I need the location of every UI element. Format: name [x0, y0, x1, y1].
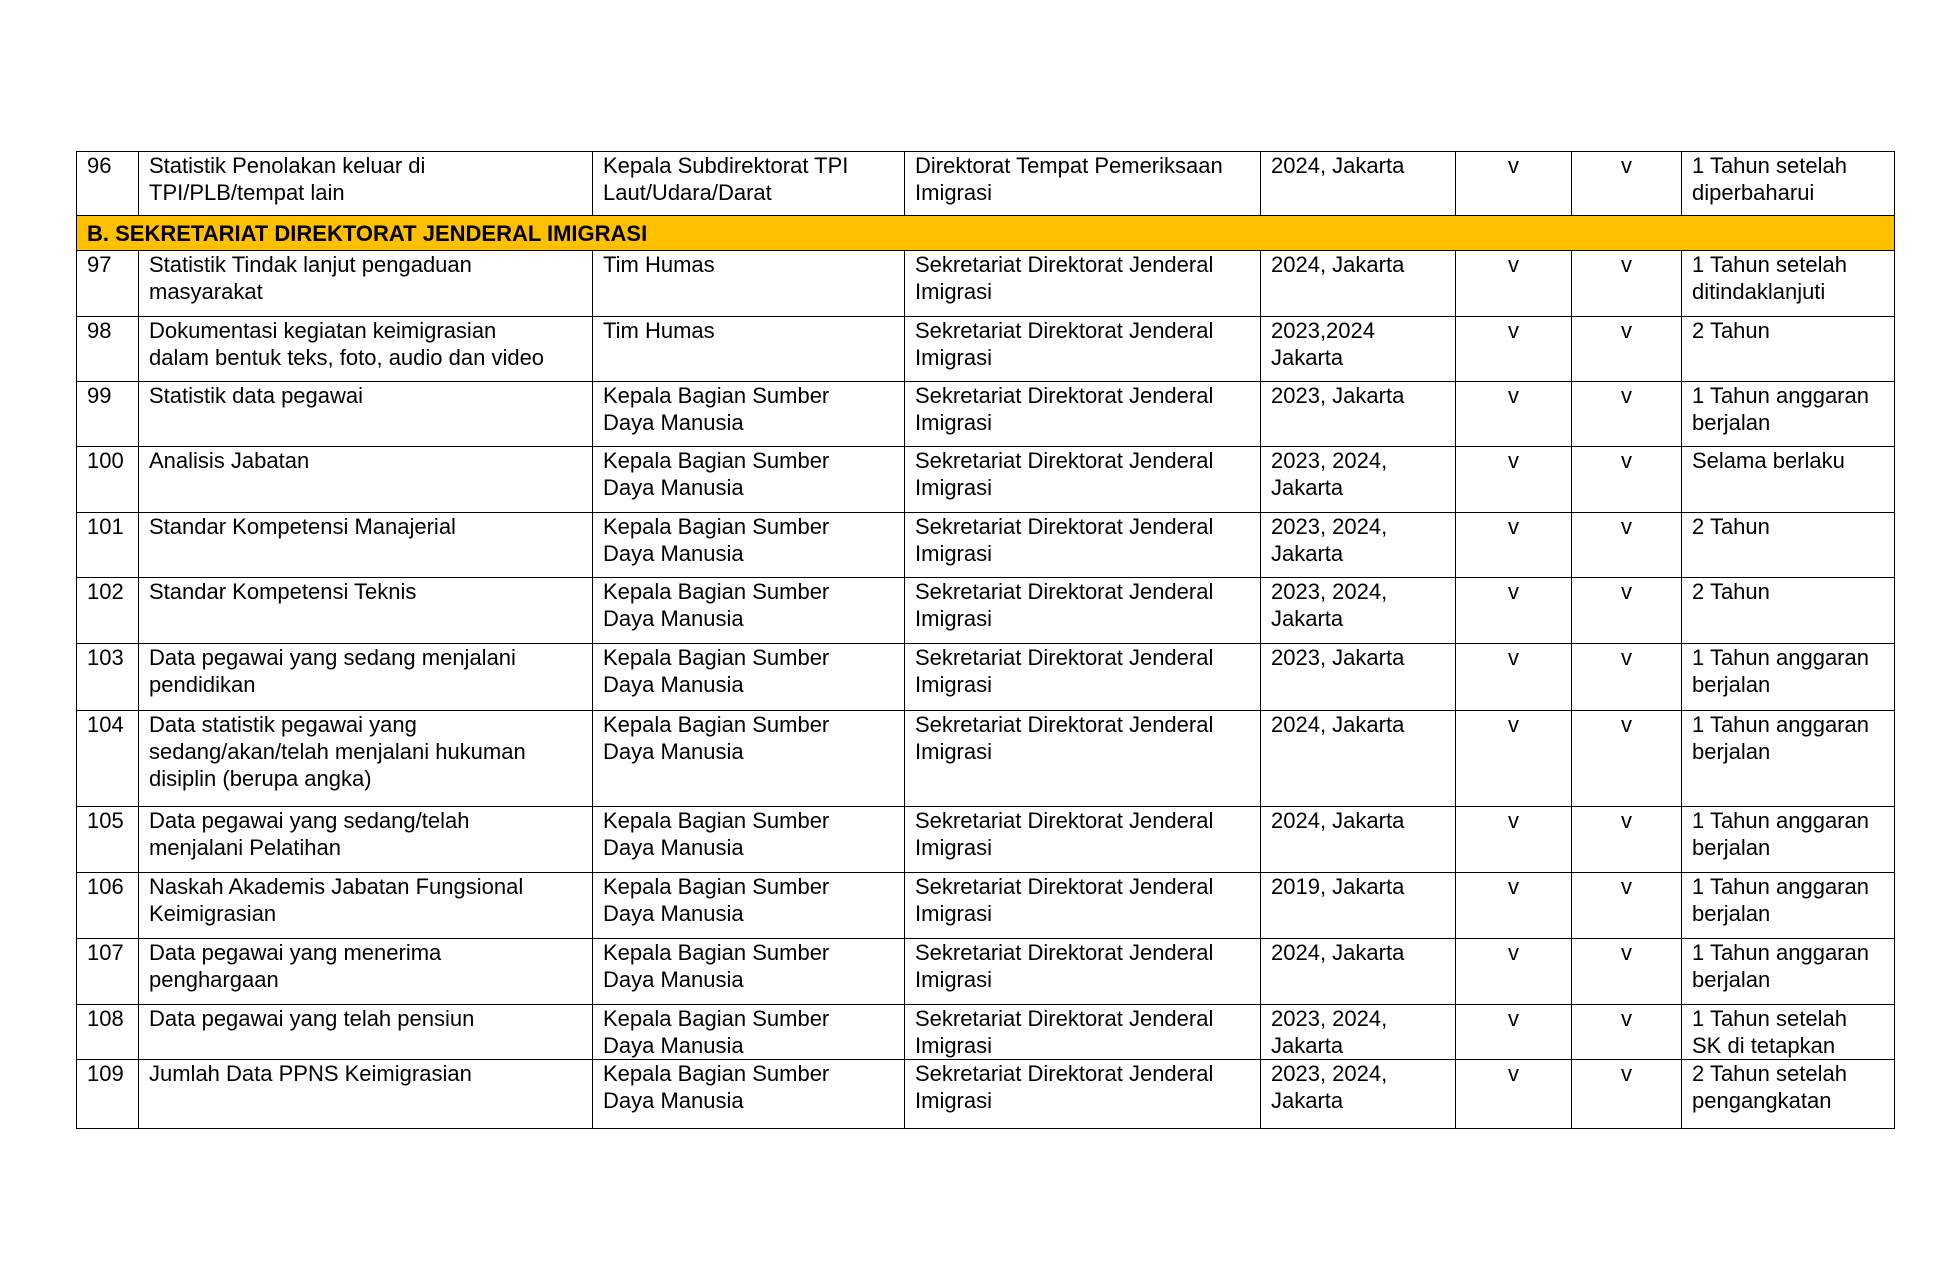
- table-row: [77, 382, 1895, 447]
- cell-retention-line: berjalan: [1692, 410, 1771, 435]
- cell-number: 96: [77, 152, 139, 216]
- cell-retention: [1682, 873, 1895, 939]
- cell-responsible: [593, 1005, 905, 1060]
- cell-unit-line: Imigrasi: [915, 345, 993, 370]
- cell-format-soft: v: [1456, 644, 1572, 711]
- cell-format-hard: v: [1572, 513, 1682, 578]
- cell-year-place-line: 2024, Jakarta: [1271, 712, 1405, 737]
- cell-information-line: Jumlah Data PPNS Keimigrasian: [149, 1061, 472, 1086]
- cell-retention-line: 1 Tahun setelah: [1692, 1006, 1847, 1031]
- cell-information: [139, 513, 593, 578]
- cell-unit-line: Imigrasi: [915, 410, 993, 435]
- cell-information-line: pendidikan: [149, 672, 256, 697]
- cell-format-hard: v: [1572, 644, 1682, 711]
- cell-responsible-line: Tim Humas: [603, 252, 715, 277]
- cell-year-place: [1261, 447, 1456, 513]
- cell-unit-line: Sekretariat Direktorat Jenderal: [915, 252, 1214, 277]
- cell-year-place-line: 2023,2024: [1271, 318, 1375, 343]
- cell-responsible: [593, 513, 905, 578]
- cell-number: 97: [77, 251, 139, 317]
- cell-unit: [905, 382, 1261, 447]
- cell-retention-line: 1 Tahun anggaran: [1692, 874, 1869, 899]
- cell-number: 106: [77, 873, 139, 939]
- cell-information-line: sedang/akan/telah menjalani hukuman: [149, 739, 526, 764]
- cell-retention-line: 1 Tahun setelah: [1692, 252, 1847, 277]
- cell-year-place: [1261, 711, 1456, 807]
- cell-year-place: [1261, 152, 1456, 216]
- cell-format-soft: v: [1456, 382, 1572, 447]
- cell-retention-line: SK di tetapkan: [1692, 1033, 1836, 1058]
- cell-responsible: [593, 873, 905, 939]
- table-row: [77, 939, 1895, 1005]
- cell-year-place: [1261, 578, 1456, 644]
- cell-responsible-line: Daya Manusia: [603, 967, 744, 992]
- cell-information-line: masyarakat: [149, 279, 263, 304]
- table-row: [77, 1060, 1895, 1129]
- cell-unit: [905, 644, 1261, 711]
- cell-year-place-line: 2024, Jakarta: [1271, 153, 1405, 178]
- cell-unit: [905, 317, 1261, 382]
- cell-responsible-line: Kepala Bagian Sumber: [603, 579, 830, 604]
- cell-number: 109: [77, 1060, 139, 1129]
- cell-information-line: Data pegawai yang telah pensiun: [149, 1006, 475, 1031]
- cell-retention-line: 2 Tahun: [1692, 318, 1770, 343]
- cell-retention: [1682, 939, 1895, 1005]
- cell-information-line: Dokumentasi kegiatan keimigrasian: [149, 318, 497, 343]
- cell-unit: [905, 578, 1261, 644]
- cell-retention: [1682, 807, 1895, 873]
- cell-responsible-line: Kepala Bagian Sumber: [603, 1061, 830, 1086]
- cell-responsible-line: Kepala Bagian Sumber: [603, 874, 830, 899]
- cell-responsible-line: Daya Manusia: [603, 901, 744, 926]
- cell-responsible-line: Daya Manusia: [603, 541, 744, 566]
- cell-format-soft: v: [1456, 1060, 1572, 1129]
- cell-format-hard: v: [1572, 1005, 1682, 1060]
- cell-unit-line: Sekretariat Direktorat Jenderal: [915, 579, 1214, 604]
- cell-retention-line: 2 Tahun: [1692, 514, 1770, 539]
- cell-responsible-line: Kepala Bagian Sumber: [603, 712, 830, 737]
- cell-unit: [905, 1005, 1261, 1060]
- cell-year-place-line: Jakarta: [1271, 1033, 1344, 1058]
- cell-format-hard: v: [1572, 447, 1682, 513]
- cell-format-hard: v: [1572, 152, 1682, 216]
- cell-unit-line: Sekretariat Direktorat Jenderal: [915, 1006, 1214, 1031]
- cell-unit-line: Imigrasi: [915, 739, 993, 764]
- cell-year-place-line: 2023, 2024,: [1271, 1061, 1388, 1086]
- cell-year-place: [1261, 251, 1456, 317]
- cell-year-place-line: Jakarta: [1271, 475, 1344, 500]
- cell-information-line: Data pegawai yang sedang/telah: [149, 808, 470, 833]
- cell-information-line: Data statistik pegawai yang: [149, 712, 417, 737]
- table-row: [77, 578, 1895, 644]
- table-row: [77, 807, 1895, 873]
- cell-year-place: [1261, 644, 1456, 711]
- cell-number: 101: [77, 513, 139, 578]
- cell-responsible: [593, 317, 905, 382]
- cell-year-place-line: 2023, Jakarta: [1271, 383, 1405, 408]
- information-list-table: [76, 151, 1895, 1129]
- cell-unit-line: Sekretariat Direktorat Jenderal: [915, 645, 1214, 670]
- cell-information-line: Statistik data pegawai: [149, 383, 364, 408]
- cell-year-place-line: 2019, Jakarta: [1271, 874, 1405, 899]
- cell-responsible: [593, 447, 905, 513]
- cell-information-line: Naskah Akademis Jabatan Fungsional: [149, 874, 524, 899]
- cell-format-hard: v: [1572, 251, 1682, 317]
- cell-information-line: menjalani Pelatihan: [149, 835, 342, 860]
- cell-format-soft: v: [1456, 578, 1572, 644]
- cell-retention-line: 1 Tahun anggaran: [1692, 808, 1869, 833]
- cell-year-place-line: 2023, 2024,: [1271, 448, 1388, 473]
- cell-responsible: [593, 1060, 905, 1129]
- cell-unit-line: Sekretariat Direktorat Jenderal: [915, 383, 1214, 408]
- cell-retention: [1682, 152, 1895, 216]
- cell-year-place: [1261, 382, 1456, 447]
- table-row: [77, 873, 1895, 939]
- cell-unit-line: Imigrasi: [915, 672, 993, 697]
- cell-year-place: [1261, 873, 1456, 939]
- cell-information: [139, 578, 593, 644]
- cell-number: 98: [77, 317, 139, 382]
- cell-unit-line: Imigrasi: [915, 1088, 993, 1113]
- cell-format-soft: v: [1456, 939, 1572, 1005]
- cell-responsible: [593, 382, 905, 447]
- section-header-row: [77, 216, 1895, 251]
- cell-format-hard: v: [1572, 578, 1682, 644]
- cell-responsible-line: Daya Manusia: [603, 1088, 744, 1113]
- cell-year-place-line: 2023, 2024,: [1271, 579, 1388, 604]
- cell-format-hard: v: [1572, 1060, 1682, 1129]
- cell-information-line: Analisis Jabatan: [149, 448, 310, 473]
- cell-year-place-line: Jakarta: [1271, 606, 1344, 631]
- cell-unit-line: Sekretariat Direktorat Jenderal: [915, 940, 1214, 965]
- cell-retention-line: 2 Tahun setelah: [1692, 1061, 1847, 1086]
- cell-retention-line: berjalan: [1692, 672, 1771, 697]
- cell-information-line: TPI/PLB/tempat lain: [149, 180, 345, 205]
- cell-format-soft: v: [1456, 711, 1572, 807]
- table-row: [77, 711, 1895, 807]
- cell-year-place-line: 2024, Jakarta: [1271, 808, 1405, 833]
- cell-number: 102: [77, 578, 139, 644]
- table-row: [77, 644, 1895, 711]
- cell-information: [139, 807, 593, 873]
- table-row: [77, 317, 1895, 382]
- cell-retention: [1682, 382, 1895, 447]
- cell-unit-line: Sekretariat Direktorat Jenderal: [915, 318, 1214, 343]
- cell-number: 104: [77, 711, 139, 807]
- cell-retention: [1682, 711, 1895, 807]
- cell-information: [139, 382, 593, 447]
- cell-information-line: penghargaan: [149, 967, 279, 992]
- cell-responsible: [593, 152, 905, 216]
- cell-information-line: Statistik Tindak lanjut pengaduan: [149, 252, 472, 277]
- cell-retention-line: 1 Tahun setelah: [1692, 153, 1847, 178]
- cell-format-hard: v: [1572, 807, 1682, 873]
- cell-information-line: Keimigrasian: [149, 901, 277, 926]
- cell-unit: [905, 152, 1261, 216]
- cell-year-place: [1261, 1060, 1456, 1129]
- cell-year-place-line: Jakarta: [1271, 1088, 1344, 1113]
- cell-year-place: [1261, 513, 1456, 578]
- cell-year-place: [1261, 1005, 1456, 1060]
- cell-information-line: Standar Kompetensi Manajerial: [149, 514, 456, 539]
- cell-retention-line: ditindaklanjuti: [1692, 279, 1826, 304]
- cell-responsible: [593, 807, 905, 873]
- cell-format-soft: v: [1456, 1005, 1572, 1060]
- cell-unit-line: Imigrasi: [915, 180, 993, 205]
- cell-unit-line: Sekretariat Direktorat Jenderal: [915, 514, 1214, 539]
- cell-unit: [905, 251, 1261, 317]
- cell-responsible-line: Daya Manusia: [603, 1033, 744, 1058]
- cell-information: [139, 317, 593, 382]
- cell-retention-line: pengangkatan: [1692, 1088, 1832, 1113]
- cell-responsible-line: Daya Manusia: [603, 606, 744, 631]
- cell-format-soft: v: [1456, 251, 1572, 317]
- cell-responsible: [593, 939, 905, 1005]
- cell-unit-line: Sekretariat Direktorat Jenderal: [915, 874, 1214, 899]
- cell-year-place: [1261, 939, 1456, 1005]
- cell-format-hard: v: [1572, 317, 1682, 382]
- cell-unit-line: Imigrasi: [915, 835, 993, 860]
- cell-retention-line: berjalan: [1692, 901, 1771, 926]
- cell-format-soft: v: [1456, 513, 1572, 578]
- cell-responsible: [593, 578, 905, 644]
- cell-unit-line: Imigrasi: [915, 606, 993, 631]
- cell-unit-line: Imigrasi: [915, 901, 993, 926]
- cell-retention: [1682, 317, 1895, 382]
- cell-information: [139, 1060, 593, 1129]
- document-page: [76, 151, 1894, 1129]
- cell-responsible-line: Daya Manusia: [603, 410, 744, 435]
- cell-responsible-line: Daya Manusia: [603, 739, 744, 764]
- table-row: [77, 513, 1895, 578]
- cell-year-place-line: 2023, Jakarta: [1271, 645, 1405, 670]
- cell-format-soft: v: [1456, 152, 1572, 216]
- cell-unit: [905, 939, 1261, 1005]
- cell-retention: [1682, 644, 1895, 711]
- cell-number: 103: [77, 644, 139, 711]
- cell-retention: [1682, 447, 1895, 513]
- cell-information: [139, 152, 593, 216]
- cell-retention-line: diperbaharui: [1692, 180, 1815, 205]
- cell-unit: [905, 513, 1261, 578]
- cell-number: 108: [77, 1005, 139, 1060]
- cell-information: [139, 251, 593, 317]
- cell-retention-line: Selama berlaku: [1692, 448, 1845, 473]
- cell-information-line: dalam bentuk teks, foto, audio dan video: [149, 345, 545, 370]
- cell-retention: [1682, 251, 1895, 317]
- cell-unit-line: Imigrasi: [915, 967, 993, 992]
- section-header: B. SEKRETARIAT DIREKTORAT JENDERAL IMIGRASI: [77, 216, 1895, 251]
- cell-responsible-line: Daya Manusia: [603, 835, 744, 860]
- cell-unit: [905, 447, 1261, 513]
- cell-number: 100: [77, 447, 139, 513]
- table-body: [77, 152, 1895, 1129]
- cell-information-line: Data pegawai yang menerima: [149, 940, 442, 965]
- cell-year-place-line: Jakarta: [1271, 541, 1344, 566]
- cell-format-hard: v: [1572, 711, 1682, 807]
- cell-retention-line: berjalan: [1692, 967, 1771, 992]
- cell-unit: [905, 807, 1261, 873]
- cell-responsible-line: Daya Manusia: [603, 672, 744, 697]
- cell-retention-line: berjalan: [1692, 835, 1771, 860]
- cell-unit-line: Imigrasi: [915, 475, 993, 500]
- cell-year-place-line: 2024, Jakarta: [1271, 252, 1405, 277]
- cell-format-hard: v: [1572, 873, 1682, 939]
- cell-format-hard: v: [1572, 382, 1682, 447]
- cell-year-place-line: 2023, 2024,: [1271, 514, 1388, 539]
- cell-unit: [905, 711, 1261, 807]
- cell-information: [139, 1005, 593, 1060]
- cell-number: 105: [77, 807, 139, 873]
- cell-responsible-line: Kepala Bagian Sumber: [603, 514, 830, 539]
- cell-retention-line: berjalan: [1692, 739, 1771, 764]
- cell-format-soft: v: [1456, 317, 1572, 382]
- cell-unit-line: Sekretariat Direktorat Jenderal: [915, 808, 1214, 833]
- cell-unit-line: Sekretariat Direktorat Jenderal: [915, 448, 1214, 473]
- table-row: [77, 152, 1895, 216]
- cell-unit-line: Imigrasi: [915, 279, 993, 304]
- table-row: [77, 251, 1895, 317]
- table-row: [77, 1005, 1895, 1060]
- cell-unit-line: Imigrasi: [915, 1033, 993, 1058]
- cell-format-soft: v: [1456, 873, 1572, 939]
- cell-unit: [905, 873, 1261, 939]
- cell-format-hard: v: [1572, 939, 1682, 1005]
- cell-responsible-line: Kepala Bagian Sumber: [603, 940, 830, 965]
- cell-responsible-line: Tim Humas: [603, 318, 715, 343]
- cell-responsible-line: Daya Manusia: [603, 475, 744, 500]
- cell-retention: [1682, 1005, 1895, 1060]
- cell-information: [139, 711, 593, 807]
- cell-responsible-line: Kepala Bagian Sumber: [603, 808, 830, 833]
- cell-retention-line: 1 Tahun anggaran: [1692, 645, 1869, 670]
- cell-responsible: [593, 711, 905, 807]
- cell-retention-line: 1 Tahun anggaran: [1692, 383, 1869, 408]
- cell-retention-line: 1 Tahun anggaran: [1692, 712, 1869, 737]
- cell-format-soft: v: [1456, 807, 1572, 873]
- cell-information: [139, 939, 593, 1005]
- cell-unit-line: Sekretariat Direktorat Jenderal: [915, 712, 1214, 737]
- cell-year-place-line: Jakarta: [1271, 345, 1344, 370]
- cell-retention: [1682, 578, 1895, 644]
- cell-unit-line: Imigrasi: [915, 541, 993, 566]
- cell-retention-line: 1 Tahun anggaran: [1692, 940, 1869, 965]
- cell-unit-line: Direktorat Tempat Pemeriksaan: [915, 153, 1223, 178]
- cell-information: [139, 644, 593, 711]
- cell-responsible-line: Kepala Bagian Sumber: [603, 1006, 830, 1031]
- cell-unit: [905, 1060, 1261, 1129]
- cell-responsible: [593, 251, 905, 317]
- cell-responsible-line: Kepala Bagian Sumber: [603, 383, 830, 408]
- cell-information-line: disiplin (berupa angka): [149, 766, 372, 791]
- cell-responsible-line: Kepala Bagian Sumber: [603, 448, 830, 473]
- cell-information-line: Data pegawai yang sedang menjalani: [149, 645, 516, 670]
- table-row: [77, 447, 1895, 513]
- cell-responsible-line: Laut/Udara/Darat: [603, 180, 772, 205]
- cell-year-place: [1261, 807, 1456, 873]
- cell-year-place-line: 2024, Jakarta: [1271, 940, 1405, 965]
- cell-responsible-line: Kepala Bagian Sumber: [603, 645, 830, 670]
- cell-information-line: Statistik Penolakan keluar di: [149, 153, 426, 178]
- cell-retention: [1682, 513, 1895, 578]
- cell-information: [139, 447, 593, 513]
- cell-responsible: [593, 644, 905, 711]
- cell-format-soft: v: [1456, 447, 1572, 513]
- cell-number: 107: [77, 939, 139, 1005]
- cell-retention-line: 2 Tahun: [1692, 579, 1770, 604]
- cell-information: [139, 873, 593, 939]
- cell-responsible-line: Kepala Subdirektorat TPI: [603, 153, 849, 178]
- cell-year-place-line: 2023, 2024,: [1271, 1006, 1388, 1031]
- cell-year-place: [1261, 317, 1456, 382]
- cell-retention: [1682, 1060, 1895, 1129]
- cell-information-line: Standar Kompetensi Teknis: [149, 579, 417, 604]
- cell-number: 99: [77, 382, 139, 447]
- cell-unit-line: Sekretariat Direktorat Jenderal: [915, 1061, 1214, 1086]
